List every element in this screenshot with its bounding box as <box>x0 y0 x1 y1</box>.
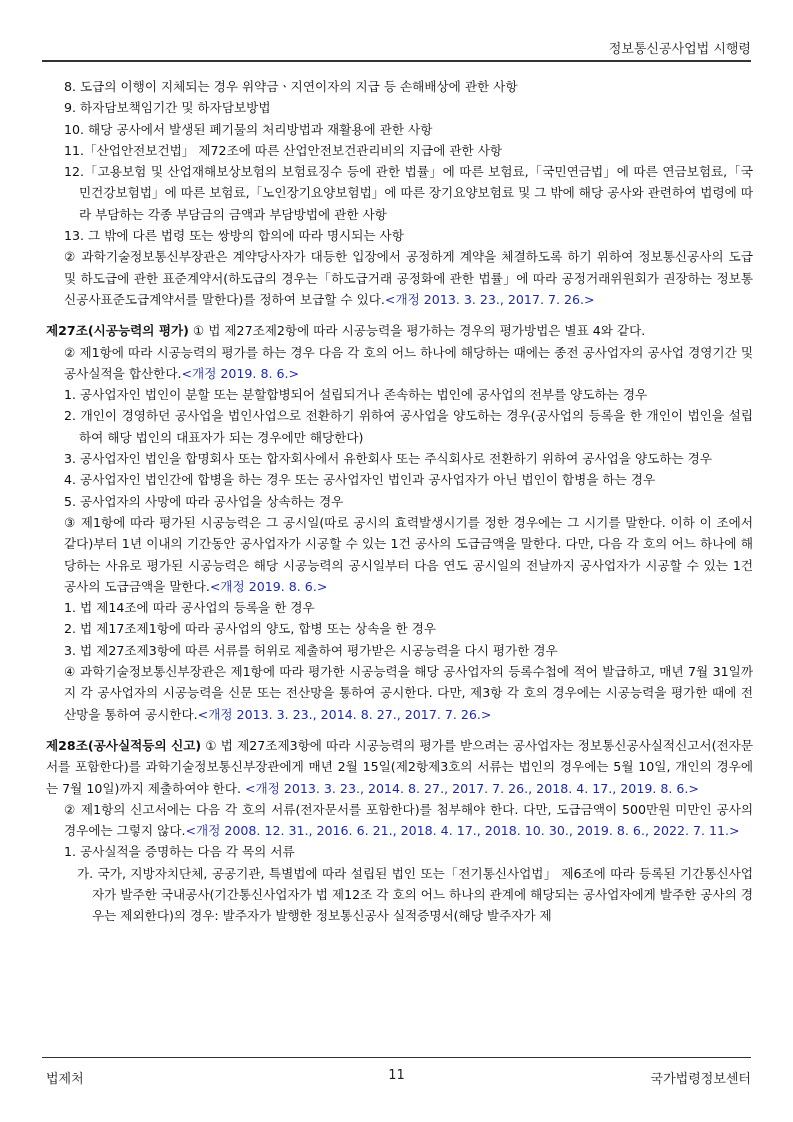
list-item: 2. 개인이 경영하던 공사업을 법인사업으로 전환하기 위하여 공사업을 양도하는 경우(공사업의 등록을 한 개인이 법인을 설립하여 해당 법인의 대표자가 되는 경우에만 해당한다) <box>64 408 753 445</box>
list-item: 3. 공사업자인 법인을 합명회사 또는 합자회사에서 유한회사 또는 주식회사로 전환하기 위하여 공사업을 양도하는 경우 <box>64 451 713 467</box>
running-header: 정보통신공사업법 시행령 <box>608 42 751 57</box>
sub-list-item: 가. 국가, 지방자치단체, 공공기관, 특별법에 따라 설립된 법인 또는「전기통신사업법」 제6조에 따라 등록된 기간통신사업자가 발주한 국내공사(기간통신사업자가 법 제12조 각 호의 어느 하나의 관계에 해당되는 공사업자에게 발주한 공사의 경우는 제외한다)의 경우: 발주자가 발행한 정보통신공사 실적증명서(해당 발주자가 제 <box>77 865 753 924</box>
footer-rule <box>42 1057 751 1058</box>
revision-note: <개정 2019. 8. 6.> <box>209 578 328 594</box>
paragraph <box>46 246 753 310</box>
paragraph-text: ① 법 제27조제2항에 따라 시공능력을 평가하는 경우의 평가방법은 별표 4와 같다. <box>188 323 646 339</box>
paragraph <box>46 342 753 385</box>
list-item: 3. 법 제27조제3항에 따른 서류를 허위로 제출하여 평가받은 시공능력을 다시 평가한 경우 <box>64 642 558 658</box>
paragraph-text: ③ 제1항에 따라 평가된 시공능력은 그 공시일(따로 공시의 효력발생시기를 정한 경우에는 그 시기를 말한다. 이하 이 조에서 같다)부터 1년 이내의 기간동안 공사업자가 시공할 수 있는 1건 공사의 도급금액을 말한다. 다만, 다음 각 호의 어느 하나에 해당하는 사유로 평가된 시공능력은 해당 시공능력의 공시일부터 다음 연도 공시일의 전날까지 공사업자가 시공할 수 있는 1건 공사의 도급금액을 말한다. <box>64 514 753 594</box>
footer-source: 국가법령정보센터 <box>650 1072 751 1087</box>
paragraph-text: ④ 과학기술정보통신부장관은 제1항에 따라 평가한 시공능력을 해당 공사업자의 등록수첩에 적어 발급하고, 매년 7월 31일까지 각 공사업자의 시공능력을 신문 또는 전산망을 통하여 공시한다. 다만, 제3항 각 호의 경우에는 시공능력을 평가한 때에 전산망을 통하여 공시한다. <box>64 664 753 722</box>
article-title: 제27조(시공능력의 평가) <box>46 323 189 339</box>
revision-note: <개정 2008. 12. 31., 2016. 6. 21., 2018. 4. 17., 2018. 10. 30., 2019. 8. 6., 2022. 7. 11.> <box>185 823 740 839</box>
paragraph <box>46 512 753 597</box>
paragraph-text: ② 제1항에 따라 시공능력의 평가를 하는 경우 다음 각 호의 어느 하나에 해당하는 때에는 종전 공사업자의 공사업 경영기간 및 공사실적을 합산한다. <box>64 344 753 381</box>
article-27 <box>46 320 753 725</box>
article-first-paragraph <box>46 320 753 341</box>
paragraph-text: ② 제1항의 신고서에는 다음 각 호의 서류(전자문서를 포함한다)를 첨부해야 한다. 다만, 도급금액이 500만원 미만인 공사의 경우에는 그렇지 않다. <box>64 801 753 839</box>
list-item: 13. 그 밖에 다른 법령 또는 쌍방의 합의에 따라 명시되는 사항 <box>64 228 404 244</box>
paragraph <box>46 661 753 725</box>
article-first-paragraph <box>46 735 753 799</box>
list-item: 9. 하자담보책임기간 및 하자담보방법 <box>64 100 271 116</box>
previous-article-continuation <box>46 76 753 310</box>
revision-note: <개정 2013. 3. 23., 2017. 7. 26.> <box>384 291 595 307</box>
list-item: 4. 공사업자인 법인간에 합병을 하는 경우 또는 공사업자인 법인과 공사업자가 아닌 법인이 합병을 하는 경우 <box>64 472 656 488</box>
list-item: 11.「산업안전보건법」 제72조에 따른 산업안전보건관리비의 지급에 관한 사항 <box>64 142 503 158</box>
article-title: 제28조(공사실적등의 신고) <box>46 737 202 753</box>
revision-note: <개정 2013. 3. 23., 2014. 8. 27., 2017. 7. 26.> <box>197 706 492 722</box>
list-item: 1. 법 제14조에 따라 공사업의 등록을 한 경우 <box>64 600 315 616</box>
list-item: 1. 공사실적을 증명하는 다음 각 목의 서류 <box>64 844 295 860</box>
list-item: 10. 해당 공사에서 발생된 폐기물의 처리방법과 재활용에 관한 사항 <box>64 121 433 137</box>
list-item: 5. 공사업자의 사망에 따라 공사업을 상속하는 경우 <box>64 493 344 509</box>
document-body <box>46 76 753 927</box>
list-item: 12.「고용보험 및 산업재해보상보험의 보험료징수 등에 관한 법률」에 따른 보험료,「국민연금법」에 따른 연금보험료,「국민건강보험법」에 따른 보험료,「노인장기요양보험법」에 따른 장기요양보험료 및 그 밖에 해당 공사와 관련하여 법령에 따라 부담하는 각종 부담금의 금액과 부담방법에 관한 사항 <box>64 164 753 222</box>
revision-note: <개정 2013. 3. 23., 2014. 8. 27., 2017. 7. 26., 2018. 4. 17., 2019. 8. 6.> <box>244 780 699 796</box>
paragraph <box>46 799 753 842</box>
list-item: 8. 도급의 이행이 지체되는 경우 위약금ㆍ지연이자의 지급 등 손해배상에 관한 사항 <box>64 79 518 94</box>
list-item: 2. 법 제17조제1항에 따라 공사업의 양도, 합병 또는 상속을 한 경우 <box>64 621 437 637</box>
paragraph-text: ① 법 제27조제3항에 따라 시공능력의 평가를 받으려는 공사업자는 정보통신공사실적신고서(전자문서를 포함한다)를 과학기술정보통신부장관에게 매년 2월 15일(제2항제3호의 서류는 법인의 경우에는 5월 10일, 개인의 경우에는 7월 10일)까지 제출하여야 한다. <box>46 737 753 796</box>
article-28 <box>46 735 753 927</box>
page-number: 11 <box>388 1068 405 1083</box>
header-rule <box>42 60 751 62</box>
footer-publisher: 법제처 <box>46 1072 84 1087</box>
revision-note: <개정 2019. 8. 6.> <box>181 365 300 381</box>
paragraph-text: ② 과학기술정보통신부장관은 계약당사자가 대등한 입장에서 공정하게 계약을 체결하도록 하기 위하여 정보통신공사의 도급 및 하도급에 관한 표준계약서(하도급의 경우는「하도급거래 공정화에 관한 법률」에 따라 공정거래위원회가 권장하는 정보통신공사표준도급계약서를 말한다)를 정하여 보급할 수 있다. <box>64 249 753 307</box>
list-item: 1. 공사업자인 법인이 분할 또는 분할합병되어 설립되거나 존속하는 법인에 공사업의 전부를 양도하는 경우 <box>64 387 648 403</box>
